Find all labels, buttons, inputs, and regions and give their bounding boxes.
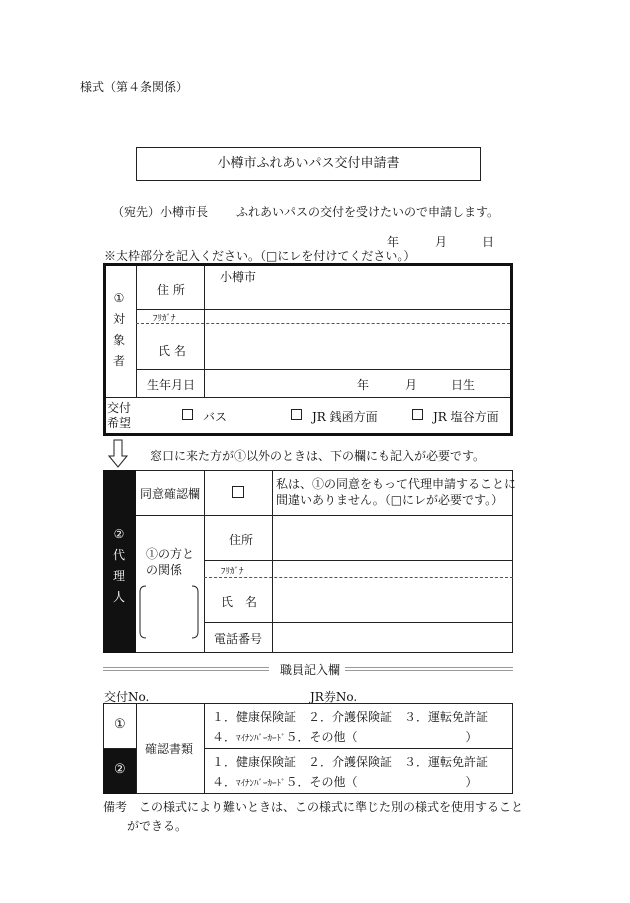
staff-heading: 職員記入欄 bbox=[280, 663, 341, 677]
phone-field[interactable] bbox=[273, 623, 512, 652]
address-field[interactable]: 小樽市 bbox=[220, 270, 257, 284]
row2-documents-line1: １．健康保険証 ２．介護保険証 ３．運転免許証 bbox=[212, 755, 489, 769]
relation-label: ①の方と の関係 bbox=[146, 547, 195, 577]
jr-shioya-label: JR 塩谷方面 bbox=[433, 410, 499, 424]
furigana-label: ﾌﾘｶﾞﾅ bbox=[153, 314, 176, 324]
applicant-label-char-3: 者 bbox=[112, 354, 125, 368]
applicant-number: ① bbox=[113, 291, 125, 305]
down-arrow-icon bbox=[108, 439, 128, 469]
name-field[interactable] bbox=[205, 324, 510, 368]
jr-zenibako-label: JR 銭函方面 bbox=[312, 410, 378, 424]
bus-option-label: バス bbox=[203, 410, 228, 424]
date-year-label: 年 bbox=[387, 235, 400, 249]
issue-number-label: 交付No. bbox=[104, 690, 150, 704]
birthdate-label: 生年月日 bbox=[147, 378, 196, 392]
date-month-label: 月 bbox=[435, 235, 448, 249]
birth-year-label: 年 bbox=[357, 378, 370, 392]
jr-zenibako-checkbox[interactable] bbox=[291, 409, 302, 420]
page-title: 小樽市ふれあいパス交付申請書 bbox=[217, 156, 400, 171]
instructions: ※太枠部分を記入ください。（□にレを付けてください。） bbox=[104, 249, 416, 263]
remarks-line-2: ができる。 bbox=[127, 819, 188, 833]
name-label: 氏 名 bbox=[158, 344, 186, 358]
form-number-label: 様式（第４条関係） bbox=[80, 80, 189, 94]
title-box bbox=[136, 147, 481, 181]
addressee: （宛先）小樽市長 bbox=[112, 205, 209, 219]
proxy-address-label: 住所 bbox=[229, 533, 254, 547]
proxy-label-char-1: 代 bbox=[112, 548, 125, 562]
row1-documents-line2: ４．ﾏｲﾅﾝﾊﾞｰｶｰﾄﾞ５．その他（ ） bbox=[212, 730, 478, 744]
proxy-instruction: 窓口に来た方が①以外のときは、下の欄にも記入が必要です。 bbox=[150, 449, 486, 463]
jr-shioya-checkbox[interactable] bbox=[412, 409, 423, 420]
proxy-label-char-3: 人 bbox=[112, 590, 125, 604]
proxy-furigana-label: ﾌﾘｶﾞﾅ bbox=[221, 567, 244, 577]
consent-statement: 私は、①の同意をもって代理申請することに 間違いありません。（□にレが必要です。） bbox=[276, 477, 517, 507]
applicant-label-char-2: 象 bbox=[112, 333, 125, 347]
staff-row2-number: ② bbox=[114, 762, 126, 777]
jr-ticket-number-label: JR券No. bbox=[310, 690, 358, 704]
consent-label: 同意確認欄 bbox=[140, 487, 201, 501]
birth-month-label: 月 bbox=[405, 378, 418, 392]
staff-divider-right bbox=[345, 667, 513, 671]
documents-label: 確認書類 bbox=[145, 742, 194, 756]
bus-checkbox[interactable] bbox=[182, 409, 193, 420]
request-text: ふれあいパスの交付を受けたいので申請します。 bbox=[236, 205, 500, 219]
row1-documents-line1: １．健康保険証 ２．介護保険証 ３．運転免許証 bbox=[212, 710, 489, 724]
proxy-address-field[interactable] bbox=[273, 516, 512, 559]
proxy-number: ② bbox=[113, 527, 125, 541]
proxy-label-char-2: 理 bbox=[112, 569, 125, 583]
relation-field[interactable] bbox=[138, 585, 200, 639]
date-day-label: 日 bbox=[482, 235, 495, 249]
consent-checkbox[interactable] bbox=[232, 486, 244, 498]
proxy-name-field[interactable] bbox=[273, 578, 512, 621]
address-label: 住 所 bbox=[157, 283, 185, 297]
row2-documents-line2: ４．ﾏｲﾅﾝﾊﾞｰｶｰﾄﾞ５．その他（ ） bbox=[212, 775, 478, 789]
remarks-line-1: 備考 この様式により難いときは、この様式に準じた別の様式を使用すること bbox=[103, 800, 524, 814]
staff-row1-number: ① bbox=[114, 717, 126, 732]
proxy-name-label: 氏 名 bbox=[221, 595, 258, 609]
preference-label: 交付 希望 bbox=[107, 401, 132, 430]
phone-label: 電話番号 bbox=[214, 632, 263, 646]
applicant-label-char-1: 対 bbox=[112, 312, 125, 326]
birth-day-label: 日生 bbox=[451, 378, 476, 392]
staff-divider-left bbox=[103, 667, 269, 671]
